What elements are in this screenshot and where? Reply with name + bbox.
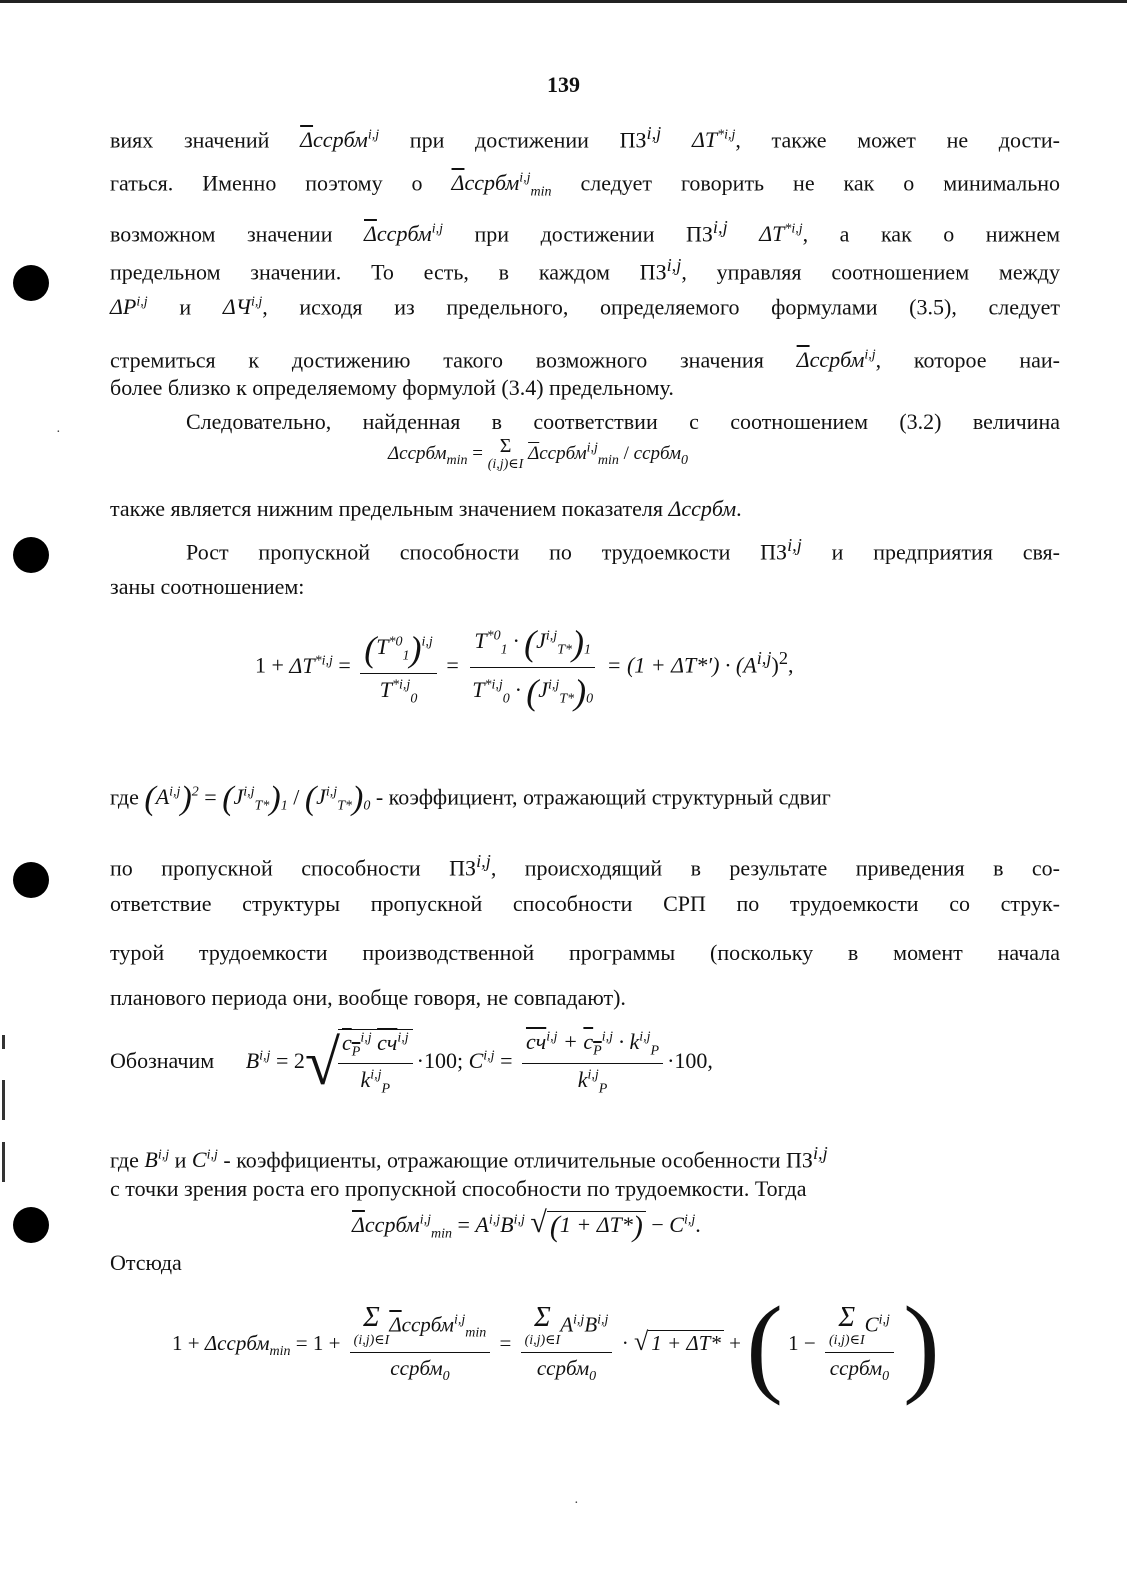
margin-mark <box>2 1035 5 1049</box>
text-line: Следовательно, найденная в соответствии с соотношением (3.2) величина <box>186 409 1060 434</box>
text-line: Отсюда <box>110 1250 182 1275</box>
text-line: виях значений $\overline{\Delta}ссрбм^{i,j}$ при достижении ПЗ$^{i,j}$ ΔT$^{*i,j}$, также может не дости- <box>110 123 1060 153</box>
formula-growth: 1 + ΔT$^{*i,j}$ = $\frac{(T^{*0}_1)^{i,j}}{T^{*i,j}_0}$ = $\frac{T^{*0}_1 \cdot (J^{i,j}_{T*})_1}{T^{*i,j}_0 \cdot (J^{i,j}_{T*})_0}$ = $(1 + \Delta T*') \cdot (A^{i,j})^2$, <box>255 623 794 712</box>
binder-hole <box>13 1207 49 1243</box>
formula-final: 1 + Δссрбм$_{min}$ = 1 + Σ (i,j)∈I $\overline{\Delta}ссрбм^{i,j}_{min}$ ссрбм$_0$ = Σ (i,j)∈I $A^{i,j}B^{i,j}$ ссрбм$_0$ · √ 1 + ΔT* + ( 1 − Σ (i,j)∈I C$^{i,j}$ ссрбм$_0$ ) <box>172 1284 940 1406</box>
text-line: также является нижним предельным значением показателя Δссрбм. <box>110 496 742 521</box>
binder-hole <box>13 265 49 301</box>
text-line: Рост пропускной способности по трудоемкости ПЗ$^{i,j}$ и предприятия свя- <box>186 535 1060 565</box>
text-line: с точки зрения роста его пропускной способности по трудоемкости. Тогда <box>110 1176 807 1201</box>
text-line: где $(A^{i,j})^2 = (J^{i,j}_{T*})_1 / (J^{i,j}_{T*})_0$ - коэффициент, отражающий структурный сдвиг <box>110 780 831 818</box>
text-line: по пропускной способности ПЗ$^{i,j}$, происходящий в результате приведения в со- <box>110 851 1061 881</box>
page-top-border <box>0 0 1127 3</box>
formula-ssrbm-min: Δссрбм$_{min}$ = Σ (i,j)∈I $\overline{\Delta}ссрбм^{i,j}_{min}$ / ссрбм$_0$ <box>388 435 688 472</box>
text-line: турой трудоемкости производственной программы (поскольку в момент начала <box>110 940 1060 965</box>
text-line: где B$^{i,j}$ и C$^{i,j}$ - коэффициенты, отражающие отличительные особенности ПЗ$^{i,j}$ <box>110 1143 828 1173</box>
formula-b-c: Обозначим B$^{i,j}$ = 2√ $\frac{c_P^{i,j} cч^{i,j}}{k^{i,j}_P}$ ·100; C$^{i,j}$ = $\frac{cч^{i,j} + c_P^{i,j} \cdot k^{i,j}_P}{k^{i,j}_P}$ ·100, <box>110 1027 713 1098</box>
scan-speck: · <box>574 1496 579 1511</box>
page-number: 139 <box>547 72 580 97</box>
text-line: ΔP$^{i,j}$ и ΔЧ$^{i,j}$, исходя из предельного, определяемого формулами (3.5), следует <box>110 294 1061 320</box>
scan-speck: · <box>56 425 61 440</box>
text-line: гаться. Именно поэтому о $\overline{\Delta}ссрбм^{i,j}_{min}$ следует говорить не как о минимально <box>110 170 1061 200</box>
text-line: ответствие структуры пропускной способности СРП по трудоемкости со струк- <box>110 891 1060 916</box>
binder-hole <box>13 537 49 573</box>
text-line: более близко к определяемому формулой (3.4) предельному. <box>110 375 674 400</box>
formula-ssrbm-min-ij: $\overline{\Delta}ссрбм^{i,j}_{min} = A^{i,j}B^{i,j}$ √ (1 + ΔT*) − C$^{i,j}$. <box>352 1206 701 1243</box>
text-line: возможном значении $\overline{\Delta}ссрбм^{i,j}$ при достижении ПЗ$^{i,j}$ ΔT$^{*i,j}$, а как о нижнем <box>110 217 1060 247</box>
text-line: стремиться к достижению такого возможного значения $\overline{\Delta}ссрбм^{i,j}$, которое наи- <box>110 347 1061 373</box>
margin-mark <box>2 1142 5 1182</box>
text-line: заны соотношением: <box>110 574 305 599</box>
margin-mark <box>2 1080 5 1120</box>
binder-hole <box>13 862 49 898</box>
text-line: предельном значении. То есть, в каждом ПЗ$^{i,j}$, управляя соотношением между <box>110 255 1060 285</box>
text-line: планового периода они, вообще говоря, не совпадают). <box>110 985 626 1010</box>
